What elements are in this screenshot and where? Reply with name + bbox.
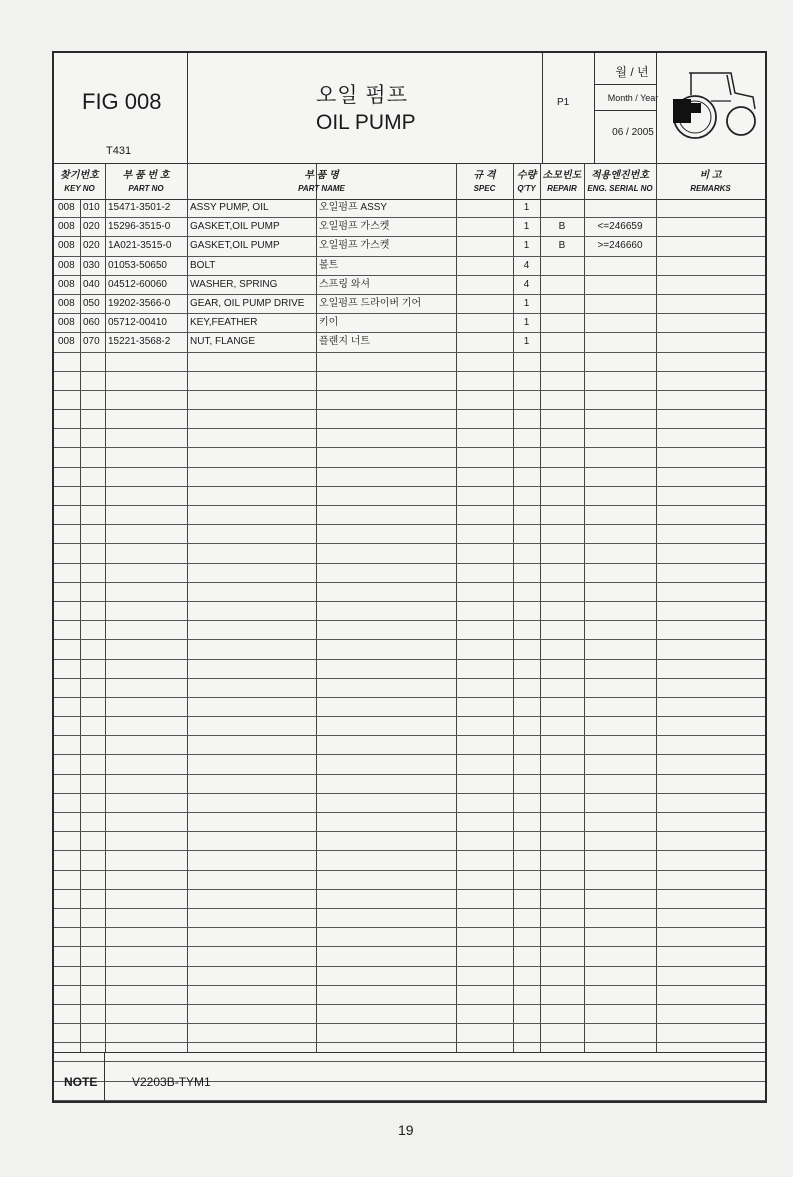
table-row xyxy=(54,544,765,563)
cell-qty: 1 xyxy=(523,336,530,348)
cell-repair: B xyxy=(558,240,566,252)
cell-qty: 1 xyxy=(523,221,530,233)
table-row xyxy=(54,602,765,621)
cell-repair: B xyxy=(558,221,566,233)
cell-fig: 008 xyxy=(58,221,75,233)
cell-remarks xyxy=(659,295,763,313)
cell-serial: <=246659 xyxy=(597,221,643,233)
header-name-ko: 부 품 명 xyxy=(304,170,339,181)
cell-name-en: KEY,FEATHER xyxy=(190,317,258,329)
cell-part-no: 04512-60060 xyxy=(108,278,167,290)
cell-name-ko: 오일펌프 가스켓 xyxy=(319,240,390,252)
table-row xyxy=(54,487,765,506)
cell-name-ko: 오일펌프 가스켓 xyxy=(319,221,390,233)
parts-table xyxy=(54,199,765,1101)
header-partno-en: PART NO xyxy=(128,184,164,193)
table-row xyxy=(54,794,765,813)
cell-remarks xyxy=(659,257,763,275)
month-year-korean: 월 / 년 xyxy=(615,65,649,79)
cell-name-ko: 볼트 xyxy=(319,259,339,271)
table-row xyxy=(54,1024,765,1043)
cell-remarks xyxy=(659,333,763,351)
header-spec-ko: 규 격 xyxy=(473,170,496,181)
header-key-en: KEY NO xyxy=(64,184,95,193)
table-row xyxy=(54,564,765,583)
cell-key: 030 xyxy=(83,259,100,271)
cell-qty: 4 xyxy=(523,278,530,290)
table-row xyxy=(54,832,765,851)
cell-serial: >=246660 xyxy=(597,240,643,252)
cell-key: 060 xyxy=(83,317,100,329)
cell-name-en: GASKET,OIL PUMP xyxy=(190,221,280,233)
table-row xyxy=(54,755,765,774)
cell-name-ko: 스프링 와셔 xyxy=(319,278,371,290)
cell-spec xyxy=(459,295,511,313)
cell-part-no: 1A021-3515-0 xyxy=(108,240,172,252)
cell-qty: 1 xyxy=(523,240,530,252)
table-row xyxy=(54,698,765,717)
table-row xyxy=(54,871,765,890)
header-qty-ko: 수량 xyxy=(516,170,537,181)
cell-qty: 4 xyxy=(523,259,530,271)
table-row xyxy=(54,660,765,679)
table-row xyxy=(54,295,765,314)
cell-qty: 1 xyxy=(523,297,530,309)
cell-fig: 008 xyxy=(58,259,75,271)
table-row xyxy=(54,775,765,794)
cell-part-no: 19202-3566-0 xyxy=(108,297,171,309)
cell-name-en: ASSY PUMP, OIL xyxy=(190,202,269,213)
cell-serial xyxy=(584,295,656,313)
cell-spec xyxy=(459,218,511,236)
sheet-header xyxy=(54,53,765,164)
cell-serial xyxy=(584,257,656,275)
cell-remarks xyxy=(659,314,763,332)
cell-remarks xyxy=(659,199,763,217)
table-row xyxy=(54,621,765,640)
cell-qty: 1 xyxy=(523,202,530,213)
cell-spec xyxy=(459,199,511,217)
page-number: 19 xyxy=(398,1122,414,1138)
table-row xyxy=(54,218,765,237)
header-repair-ko: 소모빈도 xyxy=(542,170,582,181)
header-name-en: PART NAME xyxy=(298,184,345,193)
table-row xyxy=(54,928,765,947)
title-korean: 오일 펌프 xyxy=(316,84,408,107)
cell-part-no: 15221-3568-2 xyxy=(108,336,171,348)
cell-name-en: BOLT xyxy=(190,259,216,271)
cell-repair xyxy=(540,295,584,313)
table-row xyxy=(54,314,765,333)
table-row xyxy=(54,372,765,391)
table-row xyxy=(54,736,765,755)
cell-repair xyxy=(540,199,584,217)
header-partno-ko: 부 품 번 호 xyxy=(122,170,170,181)
note-label: NOTE xyxy=(64,1075,98,1089)
column-headers xyxy=(54,163,765,200)
cell-serial xyxy=(584,276,656,294)
title-english: OIL PUMP xyxy=(316,111,416,134)
note-section xyxy=(54,1052,765,1102)
table-row xyxy=(54,257,765,276)
table-row xyxy=(54,909,765,928)
cell-spec xyxy=(459,257,511,275)
table-row xyxy=(54,890,765,909)
cell-repair xyxy=(540,333,584,351)
header-spec-en: SPEC xyxy=(473,184,496,193)
cell-key: 040 xyxy=(83,278,100,290)
cell-key: 020 xyxy=(83,240,100,252)
cell-fig: 008 xyxy=(58,202,75,213)
cell-name-en: NUT, FLANGE xyxy=(190,336,256,348)
cell-remarks xyxy=(659,218,763,236)
cell-fig: 008 xyxy=(58,240,75,252)
table-row xyxy=(54,448,765,467)
cell-part-no: 01053-50650 xyxy=(108,259,167,271)
note-text: V2203B-TYM1 xyxy=(132,1075,211,1089)
table-row xyxy=(54,429,765,448)
table-row xyxy=(54,717,765,736)
table-row xyxy=(54,237,765,256)
cell-key: 050 xyxy=(83,297,100,309)
cell-key: 020 xyxy=(83,221,100,233)
table-row xyxy=(54,468,765,487)
table-row xyxy=(54,583,765,602)
cell-name-ko: 오일펌프 드라이버 기어 xyxy=(319,297,422,309)
issue-date: 06 / 2005 xyxy=(612,127,654,138)
cell-fig: 008 xyxy=(58,336,75,348)
cell-serial xyxy=(584,314,656,332)
table-row xyxy=(54,967,765,986)
cell-name-ko: 키이 xyxy=(319,317,339,329)
header-serial-en: ENG. SERIAL NO xyxy=(587,184,653,193)
cell-spec xyxy=(459,276,511,294)
cell-part-no: 15296-3515-0 xyxy=(108,221,171,233)
cell-key: 070 xyxy=(83,336,100,348)
parts-sheet xyxy=(52,51,767,1103)
cell-name-en: GEAR, OIL PUMP DRIVE xyxy=(190,297,305,309)
cell-spec xyxy=(459,333,511,351)
cell-fig: 008 xyxy=(58,297,75,309)
model-code: T431 xyxy=(106,145,132,157)
sheet-page: P1 xyxy=(557,97,570,108)
table-row xyxy=(54,640,765,659)
table-row xyxy=(54,276,765,295)
cell-part-no: 05712-00410 xyxy=(108,317,167,329)
header-remarks-en: REMARKS xyxy=(690,184,731,193)
table-row xyxy=(54,333,765,352)
cell-qty: 1 xyxy=(523,317,530,329)
cell-part-no: 15471-3501-2 xyxy=(108,202,171,213)
cell-name-en: WASHER, SPRING xyxy=(190,278,278,290)
table-row xyxy=(54,986,765,1005)
header-key-ko: 찾기번호 xyxy=(60,170,99,181)
cell-fig: 008 xyxy=(58,317,75,329)
tractor-icon xyxy=(661,65,759,141)
table-row xyxy=(54,353,765,372)
table-row xyxy=(54,679,765,698)
cell-name-en: GASKET,OIL PUMP xyxy=(190,240,280,252)
cell-repair xyxy=(540,276,584,294)
table-row xyxy=(54,851,765,870)
cell-serial xyxy=(584,333,656,351)
cell-name-ko: 오일펌프 ASSY xyxy=(319,202,388,213)
table-row xyxy=(54,410,765,429)
header-serial-ko: 적용엔진번호 xyxy=(591,170,649,181)
header-repair-en: REPAIR xyxy=(547,184,577,193)
table-row xyxy=(54,947,765,966)
table-row xyxy=(54,391,765,410)
table-row xyxy=(54,525,765,544)
table-row xyxy=(54,813,765,832)
cell-fig: 008 xyxy=(58,278,75,290)
cell-spec xyxy=(459,314,511,332)
cell-remarks xyxy=(659,237,763,255)
header-remarks-ko: 비 고 xyxy=(699,170,722,181)
table-row xyxy=(54,1005,765,1024)
fig-number: FIG 008 xyxy=(82,89,162,114)
month-year-label: Month / Year xyxy=(607,93,659,103)
table-row xyxy=(54,506,765,525)
cell-remarks xyxy=(659,276,763,294)
header-qty-en: Q'TY xyxy=(517,184,536,193)
table-row xyxy=(54,199,765,218)
cell-name-ko: 플랜지 너트 xyxy=(319,336,371,348)
cell-spec xyxy=(459,237,511,255)
cell-repair xyxy=(540,257,584,275)
cell-repair xyxy=(540,314,584,332)
cell-serial xyxy=(584,199,656,217)
cell-key: 010 xyxy=(83,202,100,213)
